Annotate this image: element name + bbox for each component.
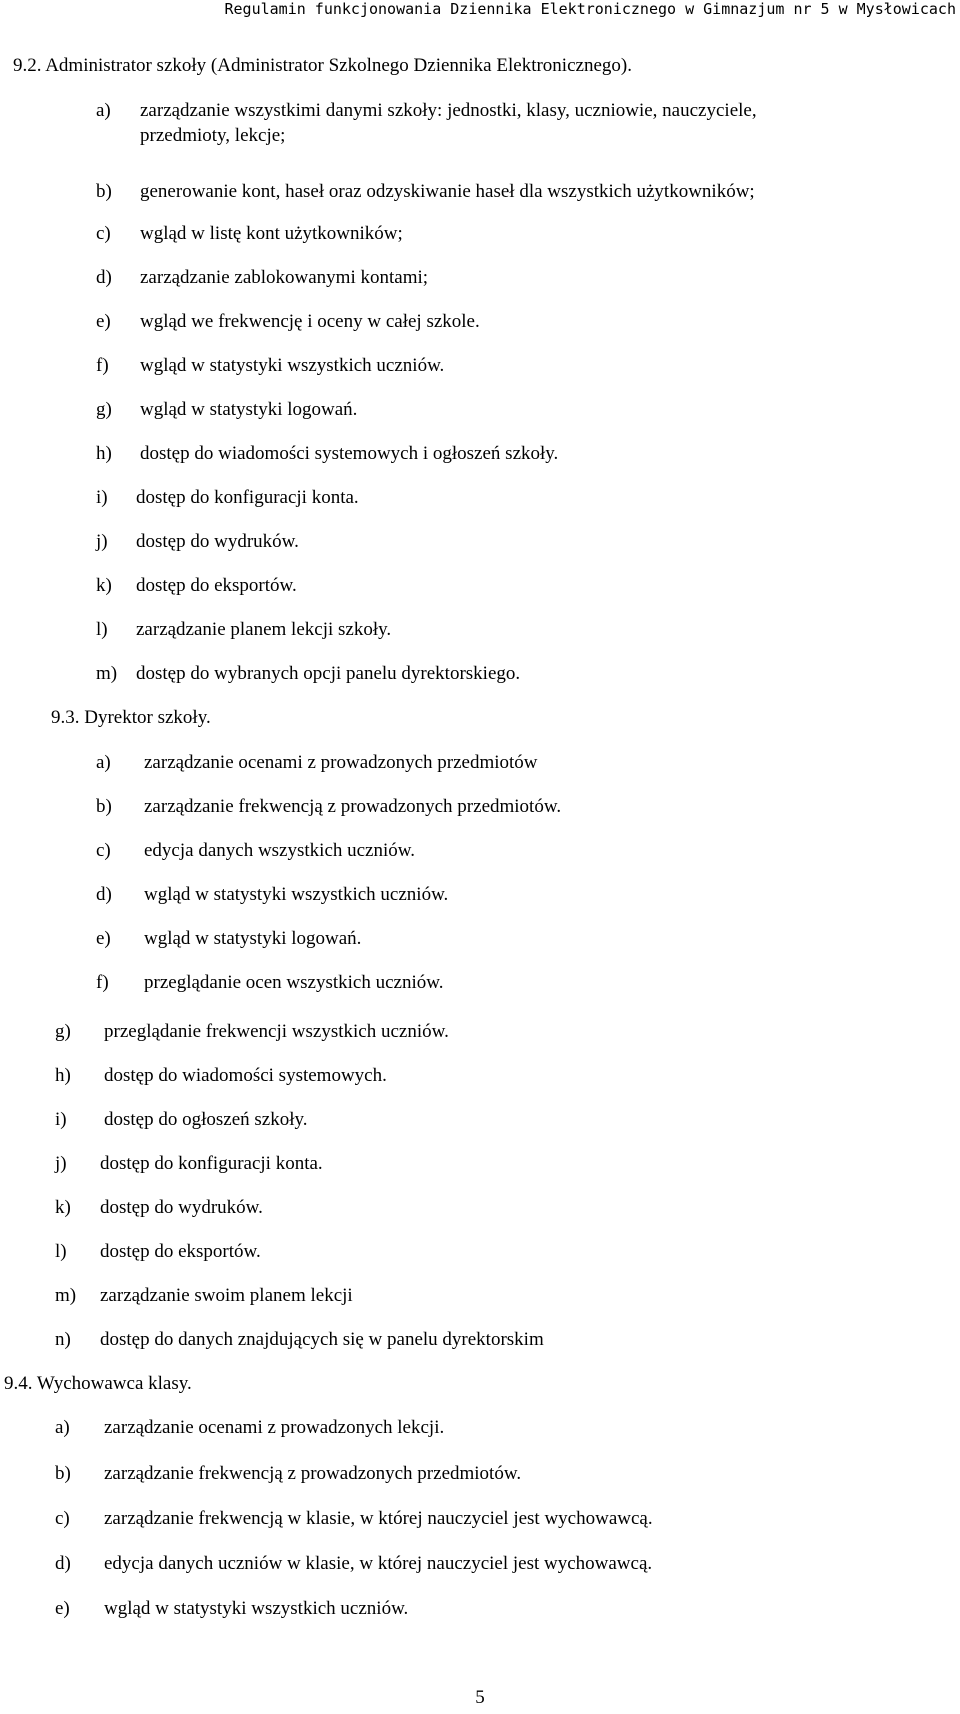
item-text: wgląd w statystyki wszystkich uczniów. <box>140 355 445 376</box>
item-text: dostęp do wiadomości systemowych i ogłoszeń szkoły. <box>140 443 559 464</box>
item-text: wgląd w statystyki logowań. <box>140 399 358 420</box>
item-text: dostęp do wybranych opcji panelu dyrektorskiego. <box>136 663 521 684</box>
item-label: h) <box>96 443 112 464</box>
item-text: dostęp do danych znajdujących się w panelu dyrektorskim <box>100 1329 544 1350</box>
item-text: generowanie kont, haseł oraz odzyskiwanie haseł dla wszystkich użytkowników; <box>140 181 755 202</box>
item-text: dostęp do wiadomości systemowych. <box>104 1065 387 1086</box>
item-text: dostęp do konfiguracji konta. <box>136 487 359 508</box>
item-text: dostęp do eksportów. <box>136 575 297 596</box>
item-text: zarządzanie zablokowanymi kontami; <box>140 267 429 288</box>
item-text: przeglądanie ocen wszystkich uczniów. <box>144 972 444 993</box>
item-label: a) <box>96 752 111 773</box>
item-text: zarządzanie wszystkimi danymi szkoły: jednostki, klasy, uczniowie, nauczyciele, <box>140 100 757 121</box>
section-heading-9-3 <box>51 706 211 730</box>
item-label: c) <box>96 840 111 861</box>
running-header <box>0 0 956 18</box>
item-label: c) <box>55 1508 70 1529</box>
item-label: m) <box>96 663 118 684</box>
item-label: m) <box>55 1285 77 1306</box>
item-label: k) <box>96 575 112 596</box>
item-text: zarządzanie ocenami z prowadzonych lekcji. <box>104 1417 445 1438</box>
item-text: dostęp do ogłoszeń szkoły. <box>104 1109 308 1130</box>
item-label: l) <box>96 619 108 640</box>
item-text: zarządzanie frekwencją w klasie, w której nauczyciel jest wychowawcą. <box>104 1508 653 1529</box>
item-text: zarządzanie frekwencją z prowadzonych przedmiotów. <box>144 796 562 817</box>
item-text: wgląd we frekwencję i oceny w całej szkole. <box>140 311 480 332</box>
item-label: a) <box>55 1417 70 1438</box>
item-text: zarządzanie swoim planem lekcji <box>100 1285 353 1306</box>
item-label: f) <box>96 355 109 376</box>
item-text: edycja danych uczniów w klasie, w której nauczyciel jest wychowawcą. <box>104 1553 653 1574</box>
item-label: j) <box>55 1153 67 1174</box>
item-continuation: przedmioty, lekcje; <box>140 125 286 146</box>
section-number: 9.4. <box>4 1373 33 1394</box>
running-header-text: Regulamin funkcjonowania Dziennika Elektronicznego w Gimnazjum nr 5 w Mysłowicach <box>224 0 956 18</box>
item-text: zarządzanie ocenami z prowadzonych przedmiotów <box>144 752 538 773</box>
item-label: c) <box>96 223 111 244</box>
item-label: e) <box>96 311 111 332</box>
item-label: d) <box>55 1553 71 1574</box>
item-label: g) <box>55 1021 71 1042</box>
section-title: Dyrektor szkoły. <box>84 707 211 728</box>
item-text: edycja danych wszystkich uczniów. <box>144 840 416 861</box>
item-text: dostęp do wydruków. <box>100 1197 263 1218</box>
item-label: f) <box>96 972 109 993</box>
item-text: wgląd w statystyki wszystkich uczniów. <box>104 1598 409 1619</box>
item-label: d) <box>96 267 112 288</box>
item-label: b) <box>96 181 112 202</box>
item-label: l) <box>55 1241 67 1262</box>
item-text: przeglądanie frekwencji wszystkich uczniów. <box>104 1021 449 1042</box>
item-label: i) <box>96 487 108 508</box>
item-text: wgląd w listę kont użytkowników; <box>140 223 403 244</box>
item-text: dostęp do eksportów. <box>100 1241 261 1262</box>
item-label: k) <box>55 1197 71 1218</box>
item-text: zarządzanie planem lekcji szkoły. <box>136 619 392 640</box>
item-label: n) <box>55 1329 71 1350</box>
section-heading-9-2 <box>13 54 632 78</box>
section-title: Wychowawca klasy. <box>36 1373 192 1394</box>
item-label: h) <box>55 1065 71 1086</box>
item-text: dostęp do wydruków. <box>136 531 299 552</box>
item-label: e) <box>55 1598 70 1619</box>
item-text: dostęp do konfiguracji konta. <box>100 1153 323 1174</box>
item-label: a) <box>96 100 111 121</box>
item-label: b) <box>55 1463 71 1484</box>
page-number: 5 <box>475 1687 485 1708</box>
section-number: 9.2. <box>13 55 42 76</box>
item-label: d) <box>96 884 112 905</box>
section-heading-9-4 <box>4 1372 192 1396</box>
section-title: Administrator szkoły (Administrator Szkolnego Dziennika Elektronicznego). <box>45 55 632 76</box>
item-text: wgląd w statystyki wszystkich uczniów. <box>144 884 449 905</box>
item-text: zarządzanie frekwencją z prowadzonych przedmiotów. <box>104 1463 522 1484</box>
item-label: e) <box>96 928 111 949</box>
item-label: g) <box>96 399 112 420</box>
item-label: i) <box>55 1109 67 1130</box>
item-label: j) <box>96 531 108 552</box>
item-text: wgląd w statystyki logowań. <box>144 928 362 949</box>
item-label: b) <box>96 796 112 817</box>
section-number: 9.3. <box>51 707 80 728</box>
